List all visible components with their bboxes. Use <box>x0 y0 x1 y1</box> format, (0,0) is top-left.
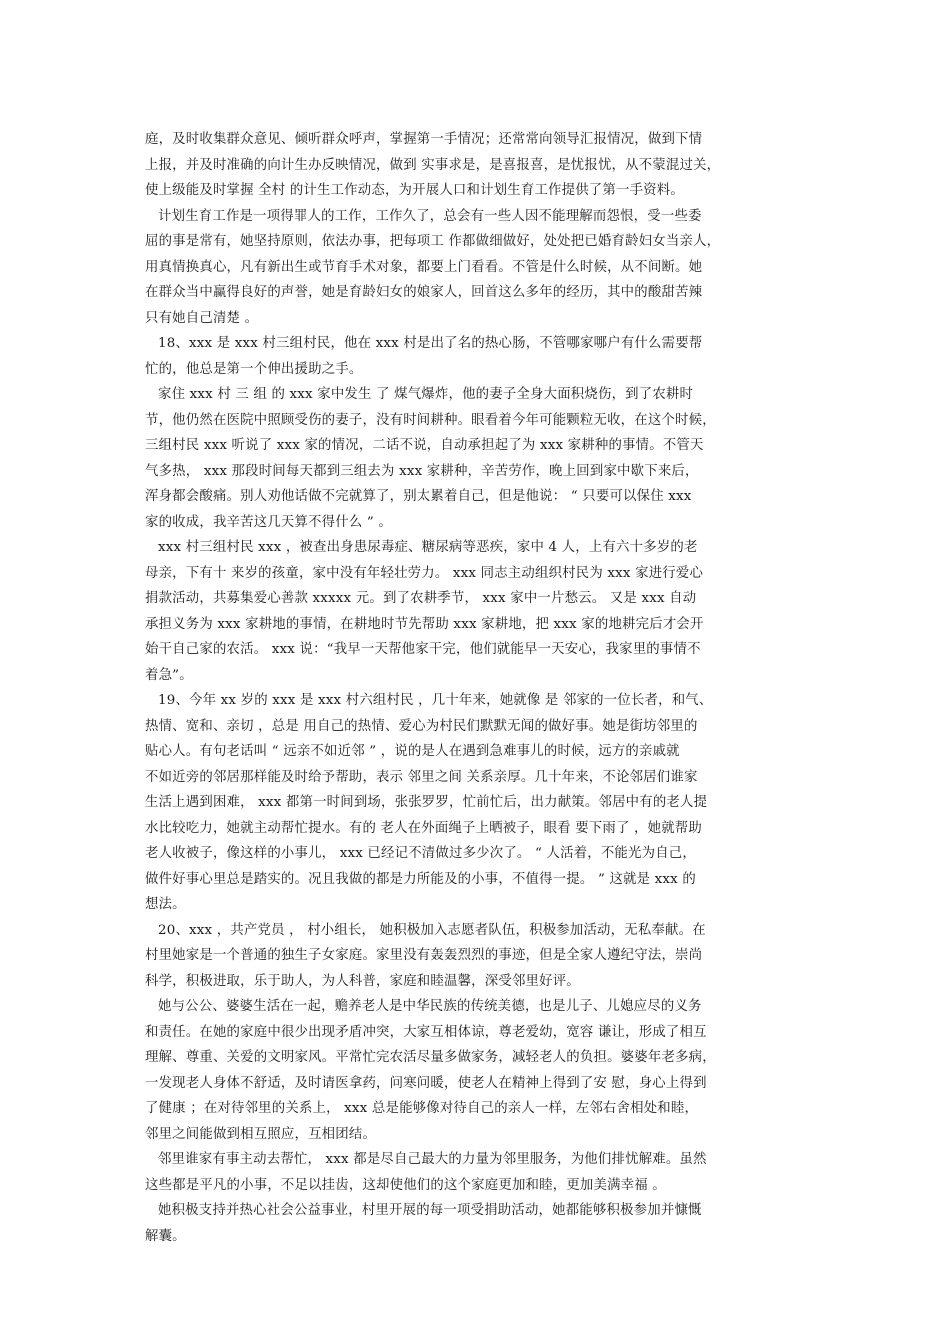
text-line: 在群众当中赢得良好的声誉，她是育龄妇女的娘家人，回首这么多年的经历，其中的酸甜苦辣 <box>145 285 703 300</box>
text-line: 忙的，他总是第一个伸出援助之手。 <box>145 361 363 377</box>
paragraph <box>145 1198 810 1249</box>
text-line: 庭，及时收集群众意见、倾听群众呼声，掌握第一手情况；还常常向领导汇报情况，做到下情 <box>145 132 703 147</box>
text-line: 邻里之间能做到相互照应，互相团结。 <box>145 1126 377 1142</box>
text-line: 屈的事是常有，她坚持原则，依法办事，把每项工 作都做细做好，处处把已婚育龄妇女当亲人， <box>145 234 721 249</box>
text-line: 理解、尊重、关爱的文明家风。平常忙完农活尽量多做家务，减轻老人的负担。婆婆年老多病， <box>145 1050 716 1065</box>
text-line: 解囊。 <box>145 1228 186 1244</box>
text-line: 始干自己家的农活。 xxx 说：“我早一天帮他家干完，他们就能早一天安心，我家里的事情不 <box>145 642 701 657</box>
text-line: 用真情换真心，凡有新出生或节育手术对象，都要上门看看。不管是什么时候，从不间断。她 <box>145 259 703 275</box>
text-line: 了健康 ；在对待邻里的关系上， xxx 总是能够像对待自己的亲人一样，左邻右舍相处和睦， <box>145 1101 699 1116</box>
text-line: 她积极支持并热心社会公益事业，村里开展的每一项受捐助活动，她都能够积极参加并慷慨 <box>158 1203 702 1218</box>
text-line: 18、xxx 是 xxx 村三组村民，他在 xxx 村是出了名的热心肠，不管哪家哪户有什么需要帮 <box>158 336 703 351</box>
text-line: 一发现老人身体不舒适，及时请医拿药，问寒问暖，使老人在精神上得到了安 慰，身心上得到 <box>145 1075 707 1091</box>
text-line: 20、xxx ，共产党员 ， 村小组长， 她积极加入志愿者队伍，积极参加活动，无私奉献。在 <box>158 922 706 938</box>
text-line: 上报，并及时准确的向计生办反映情况，做到 实事求是，是喜报喜，是忧报忧，从不蒙混过关， <box>145 157 721 173</box>
text-line: 邻里谁家有事主动去帮忙， xxx 都是尽自己最大的力量为邻里服务，为他们排忧解难。虽然 <box>158 1152 707 1167</box>
text-line: 气多热， xxx 那段时间每天都到三组去为 xxx 家耕种，辛苦劳作，晚上回到家中歇下来后， <box>145 463 699 479</box>
text-line: 母亲，下有十 来岁的孩童，家中没有年轻壮劳力。 xxx 同志主动组织村民为 xxx 家进行爱心 <box>145 565 704 581</box>
text-line: 她与公公、婆婆生活在一起，赡养老人是中华民族的传统美德，也是儿子、儿媳应尽的义务 <box>158 999 702 1014</box>
text-line: 贴心人。有句老话叫 “ 远亲不如近邻 ” ，说的是人在遇到急难事儿的时候，远方的亲戚就 <box>145 744 680 759</box>
text-line: 浑身都会酸痛。别人劝他话做不完就算了，别太累着自己，但是他说： “ 只要可以保住 xxx <box>145 489 692 504</box>
text-line: xxx 村三组村民 xxx ，被查出身患尿毒症、糖尿病等恶疾，家中 4 人，上有六十多岁的老 <box>158 540 698 555</box>
text-line: 捐款活动，共募集爱心善款 xxxxx 元。到了农耕季节， xxx 家中一片愁云。 又是 xxx 自动 <box>145 591 697 606</box>
text-line: 计划生育工作是一项得罪人的工作，工作久了，总会有一些人因不能理解而怨恨，受一些委 <box>158 208 702 224</box>
text-line: 这些都是平凡的小事，不足以挂齿，这却使他们的这个家庭更加和睦，更加美满幸福 。 <box>145 1177 666 1193</box>
text-line: 村里她家是一个普通的独生子女家庭。家里没有轰轰烈烈的事迹，但是全家人遵纪守法，崇尚 <box>145 948 703 963</box>
text-line: 生活上遇到困难， xxx 都第一时间到场，张张罗罗，忙前忙后，出力献策。邻居中有的老人提 <box>145 795 708 810</box>
text-line: 做件好事心里总是踏实的。况且我做的都是力所能及的小事，不值得一提。 ” 这就是 xxx 的 <box>145 871 696 887</box>
paragraph <box>145 535 810 688</box>
paragraph <box>145 918 810 995</box>
text-line: 和责任。在她的家庭中很少出现矛盾冲突，大家互相体谅，尊老爱幼，宽容 谦让，形成了相互 <box>145 1024 707 1040</box>
text-line: 19、今年 xx 岁的 xxx 是 xxx 村六组村民 ，几十年来，她就像 是 邻家的一位长者，和气、 <box>158 693 713 708</box>
text-line: 老人收被子，像这样的小事儿， xxx 已经记不清做过多少次了。 “ 人活着，不能光为自己， <box>145 846 696 861</box>
text-line: 着急”。 <box>145 667 193 683</box>
text-line: 只有她自己清楚 。 <box>145 310 259 326</box>
text-line: 三组村民 xxx 听说了 xxx 家的情况，二话不说，自动承担起了为 xxx 家耕种的事情。不管天 <box>145 438 704 453</box>
document-body <box>145 127 810 1249</box>
paragraph <box>145 331 810 382</box>
text-line: 家住 xxx 村 三 组 的 xxx 家中发生 了 煤气爆炸，他的妻子全身大面积烧伤，到了农耕时 <box>158 387 694 402</box>
paragraph <box>145 994 810 1147</box>
text-line: 水比较吃力，她就主动帮忙提水。有的 老人在外面绳子上晒被子，眼看 要下雨了 ，她就帮助 <box>145 820 702 836</box>
text-line: 不如近旁的邻居那样能及时给予帮助，表示 邻里之间 关系亲厚。几十年来，不论邻居们谁家 <box>145 769 698 785</box>
paragraph <box>145 127 810 204</box>
paragraph <box>145 204 810 332</box>
text-line: 热情、宽和、亲切 ，总是 用自己的热情、爱心为村民们默默无闻的做好事。她是街坊邻里的 <box>145 718 698 734</box>
text-line: 想法。 <box>145 897 186 912</box>
text-line: 家的收成，我辛苦这几天算不得什么 ” 。 <box>145 514 392 530</box>
text-line: 节，他仍然在医院中照顾受伤的妻子，没有时间耕种。眼看着今年可能颗粒无收，在这个时候， <box>145 412 716 428</box>
text-line: 承担义务为 xxx 家耕地的事情，在耕地时节先帮助 xxx 家耕地，把 xxx 家的地耕完后才会开 <box>145 616 704 632</box>
text-line: 科学，积极进取，乐于助人，为人科普，家庭和睦温馨，深受邻里好评。 <box>145 973 580 989</box>
text-line: 使上级能及时掌握 全村 的计生工作动态，为开展人口和计划生育工作提供了第一手资料。 <box>145 183 684 198</box>
paragraph <box>145 382 810 535</box>
paragraph <box>145 1147 810 1198</box>
paragraph <box>145 688 810 918</box>
